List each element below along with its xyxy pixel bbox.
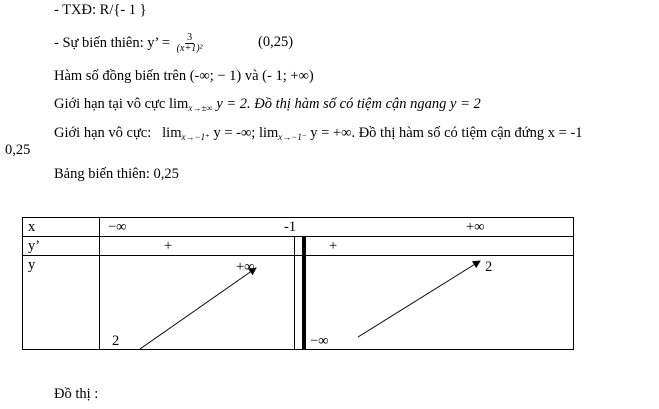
bang-bien-thien-label: Bảng biến thiên: 0,25 <box>54 166 179 182</box>
x-minus-one: -1 <box>284 219 297 235</box>
score-2: 0,25 <box>5 142 31 158</box>
gioi-han-vo-cuc-line <box>54 95 481 117</box>
gh-vc-lim1: lim <box>162 125 182 141</box>
txd-label: - TXĐ: <box>54 2 97 18</box>
derivative-denominator: (x+1)² <box>176 43 203 54</box>
row-label-x: x <box>28 219 36 235</box>
yprime-sign-left: + <box>164 238 173 254</box>
derivative-fraction <box>176 33 204 54</box>
txd-line <box>54 1 147 19</box>
variation-table <box>22 217 574 350</box>
dong-bien-line: Hàm số đồng biến trên (-∞; − 1) và (- 1; +∞) <box>54 68 314 84</box>
gh-vc-suffix: y = +∞. Đồ thị hàm số có tiệm cận đứng x = -1 <box>310 125 583 141</box>
gh-vc-mid: y = -∞; lim <box>213 125 279 141</box>
gh-voc-suffix: y = 2. Đồ thị hàm số có tiệm cận ngang y = 2 <box>216 96 481 112</box>
y-left-start: 2 <box>112 333 120 349</box>
x-neg-infinity: −∞ <box>108 219 127 235</box>
gh-vc-prefix: Giới hạn vô cực: <box>54 125 152 141</box>
derivative-numerator: 3 <box>187 32 193 43</box>
score-1: (0,25) <box>258 34 294 50</box>
gioi-han-vc-line <box>54 124 583 146</box>
variation-table-grid <box>22 217 574 350</box>
increasing-arrow-left <box>140 268 256 349</box>
row-label-yprime: y’ <box>28 238 41 254</box>
bien-thien-line <box>54 33 206 54</box>
gh-vc-sub2: x→−1⁻ <box>278 132 307 142</box>
gh-vc-sub1: x→−1⁺ <box>181 132 210 142</box>
gh-voc-subscript: x→±∞ <box>188 103 213 113</box>
y-right-end: 2 <box>485 259 493 275</box>
do-thi-label: Đồ thị : <box>54 386 99 402</box>
bien-thien-label: - Sự biến thiên: y’ = <box>54 34 171 51</box>
y-left-end: +∞ <box>236 259 255 275</box>
x-pos-infinity: +∞ <box>466 219 485 235</box>
y-right-start: −∞ <box>310 333 329 349</box>
gh-voc-prefix: Giới hạn tại vô cực lim <box>54 96 189 112</box>
row-label-y: y <box>28 257 36 273</box>
txd-value: R/{- 1 } <box>99 2 147 18</box>
table-border <box>23 218 574 350</box>
yprime-sign-right: + <box>329 238 338 254</box>
increasing-arrow-right <box>358 261 480 337</box>
